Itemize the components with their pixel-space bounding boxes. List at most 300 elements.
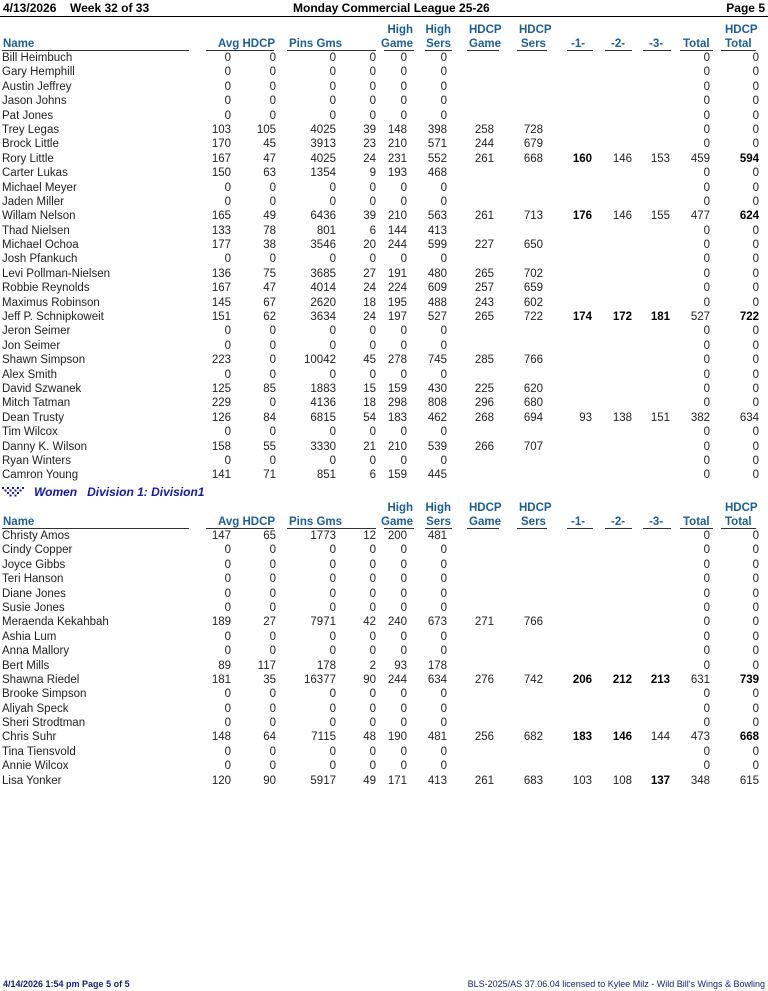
- cell-hg: 298: [387, 397, 407, 410]
- cell-total: 0: [703, 224, 710, 237]
- cell-pins: 10042: [304, 354, 336, 367]
- cell-name: David Szwanek: [2, 382, 82, 395]
- cell-pins: 1773: [310, 530, 336, 542]
- cell-hcg: 271: [474, 616, 494, 629]
- cell-avg: 0: [224, 702, 231, 715]
- table-row: [0, 468, 768, 482]
- cell-avg: 0: [224, 195, 231, 208]
- cell-avg: 125: [211, 382, 231, 395]
- table-row: [0, 80, 768, 94]
- cell-total: 473: [690, 731, 710, 744]
- cell-hg: 193: [387, 167, 407, 180]
- table-row: [0, 339, 768, 353]
- cell-total: 0: [703, 745, 710, 758]
- table-row: [0, 543, 768, 557]
- cell-hdcp: 27: [263, 616, 276, 629]
- cell-hs: 0: [440, 454, 447, 467]
- cell-hs: 0: [440, 760, 447, 773]
- cell-hcg: 268: [474, 411, 494, 424]
- cell-hs: 571: [427, 138, 447, 151]
- cell-gms: 0: [369, 95, 376, 108]
- cell-total: 0: [703, 382, 710, 395]
- cell-hcs: 679: [523, 138, 543, 151]
- cell-hdcp: 78: [263, 224, 276, 237]
- cell-total: 527: [690, 311, 710, 324]
- cell-gms: 0: [369, 368, 376, 381]
- cell-g2: 108: [612, 774, 632, 787]
- cell-hcs: 728: [523, 123, 543, 136]
- cell-total: 0: [703, 645, 710, 658]
- cell-hs: 0: [440, 717, 447, 730]
- col-pins-gms: Pins Gms: [289, 516, 343, 528]
- col-hdcp-total-1: HDCP: [725, 502, 758, 514]
- cell-avg: 223: [211, 354, 231, 367]
- cell-hg: 0: [400, 368, 407, 381]
- cell-hs: 539: [427, 440, 447, 453]
- cell-hs: 609: [427, 282, 447, 295]
- cell-hdcp: 0: [269, 181, 276, 194]
- cell-hg: 93: [394, 659, 407, 672]
- cell-name: Pat Jones: [2, 109, 54, 122]
- cell-htotal: 0: [752, 717, 759, 730]
- col-high-game-1: High: [387, 24, 413, 36]
- cell-hdcp: 90: [263, 774, 276, 787]
- cell-htotal: 0: [752, 224, 759, 237]
- col-hdcp-sers-2: Sers: [521, 516, 546, 528]
- league-name: Monday Commercial League 25-26: [293, 1, 490, 15]
- cell-gms: 0: [369, 52, 376, 64]
- cell-gms: 49: [363, 774, 376, 787]
- table-row: [0, 51, 768, 65]
- cell-hs: 599: [427, 239, 447, 252]
- cell-htotal: 739: [739, 673, 759, 686]
- cell-g3: 181: [650, 311, 670, 324]
- cell-hdcp: 55: [263, 440, 276, 453]
- cell-pins: 0: [329, 688, 336, 701]
- cell-gms: 90: [363, 673, 376, 686]
- cell-avg: 126: [211, 411, 231, 424]
- cell-name: Brock Little: [2, 138, 59, 151]
- cell-hg: 0: [400, 52, 407, 64]
- cell-hcs: 680: [523, 397, 543, 410]
- cell-hdcp: 0: [269, 601, 276, 614]
- cell-hs: 468: [427, 167, 447, 180]
- cell-hg: 244: [387, 239, 407, 252]
- cell-hg: 195: [387, 296, 407, 309]
- col-high-sers-2: Sers: [426, 38, 451, 50]
- cell-htotal: 668: [739, 731, 759, 744]
- cell-gms: 18: [363, 397, 376, 410]
- cell-pins: 16377: [304, 673, 336, 686]
- cell-pins: 0: [329, 573, 336, 586]
- cell-hg: 0: [400, 601, 407, 614]
- cell-avg: 0: [224, 52, 231, 64]
- col-avg-hdcp: Avg HDCP: [218, 516, 276, 528]
- cell-gms: 0: [369, 339, 376, 352]
- cell-hdcp: 117: [257, 659, 276, 672]
- cell-htotal: 0: [752, 530, 759, 542]
- cell-name: Carter Lukas: [2, 167, 68, 180]
- cell-hg: 0: [400, 109, 407, 122]
- cell-name: Camron Young: [2, 469, 79, 482]
- cell-hcs: 682: [523, 731, 543, 744]
- table-row: [0, 109, 768, 123]
- cell-g2: 172: [612, 311, 632, 324]
- cell-gms: 39: [363, 210, 376, 223]
- table-row: [0, 152, 768, 166]
- table-row: [0, 730, 768, 744]
- cell-avg: 148: [211, 731, 231, 744]
- cell-hs: 481: [427, 530, 447, 542]
- table-row: [0, 166, 768, 180]
- cell-name: Rory Little: [2, 152, 54, 165]
- cell-hcg: 243: [474, 296, 494, 309]
- cell-hdcp: 71: [263, 469, 276, 482]
- cell-hdcp: 0: [269, 368, 276, 381]
- cell-htotal: 0: [752, 296, 759, 309]
- cell-hcs: 702: [523, 267, 543, 280]
- table-row: [0, 224, 768, 238]
- cell-name: Michael Ochoa: [2, 239, 79, 252]
- cell-hcs: 620: [523, 382, 543, 395]
- cell-name: Tim Wilcox: [2, 426, 58, 439]
- cell-hdcp: 75: [263, 267, 276, 280]
- cell-htotal: 0: [752, 659, 759, 672]
- table-row: [0, 440, 768, 454]
- cell-htotal: 0: [752, 282, 759, 295]
- cell-avg: 0: [224, 325, 231, 338]
- cell-hg: 0: [400, 745, 407, 758]
- cell-pins: 0: [329, 645, 336, 658]
- cell-gms: 48: [363, 731, 376, 744]
- cell-avg: 150: [211, 167, 231, 180]
- cell-hdcp: 0: [269, 454, 276, 467]
- cell-hdcp: 0: [269, 630, 276, 643]
- cell-hs: 0: [440, 426, 447, 439]
- cell-hg: 144: [387, 224, 407, 237]
- cell-pins: 5917: [310, 774, 336, 787]
- cell-name: Maximus Robinson: [2, 296, 100, 309]
- cell-pins: 0: [329, 630, 336, 643]
- cell-gms: 18: [363, 296, 376, 309]
- cell-avg: 0: [224, 587, 231, 600]
- cell-g3: 144: [650, 731, 670, 744]
- table-row: [0, 572, 768, 586]
- cell-avg: 0: [224, 544, 231, 557]
- cell-avg: 0: [224, 558, 231, 571]
- cell-hs: 0: [440, 52, 447, 64]
- cell-hcs: 650: [523, 239, 543, 252]
- table-row: [0, 454, 768, 468]
- cell-hg: 0: [400, 339, 407, 352]
- men-standings: [0, 51, 768, 483]
- table-row: [0, 281, 768, 295]
- cell-hg: 159: [387, 382, 407, 395]
- cell-gms: 0: [369, 544, 376, 557]
- cell-hg: 0: [400, 544, 407, 557]
- header-rule: [0, 16, 768, 17]
- cell-avg: 103: [211, 123, 231, 136]
- table-row: [0, 702, 768, 716]
- cell-hg: 0: [400, 645, 407, 658]
- cell-g3: 155: [650, 210, 670, 223]
- cell-pins: 3913: [310, 138, 336, 151]
- cell-htotal: 0: [752, 573, 759, 586]
- cell-hg: 0: [400, 760, 407, 773]
- cell-total: 631: [690, 673, 710, 686]
- cell-hs: 413: [427, 774, 447, 787]
- cell-pins: 0: [329, 253, 336, 266]
- cell-hg: 0: [400, 454, 407, 467]
- cell-hg: 197: [387, 311, 407, 324]
- cell-hg: 0: [400, 66, 407, 79]
- cell-hcg: 261: [474, 774, 494, 787]
- footer-date: 4/14/2026 1:54 pm Page 5 of 5: [3, 979, 130, 989]
- cell-hcg: 244: [474, 138, 494, 151]
- cell-g3: 151: [650, 411, 670, 424]
- cell-avg: 0: [224, 95, 231, 108]
- cell-pins: 3330: [310, 440, 336, 453]
- cell-htotal: 0: [752, 645, 759, 658]
- cell-total: 0: [703, 558, 710, 571]
- cell-name: Anna Mallory: [2, 645, 70, 658]
- cell-pins: 0: [329, 717, 336, 730]
- cell-gms: 0: [369, 587, 376, 600]
- cell-name: Lisa Yonker: [2, 774, 62, 787]
- bowling-pins-icon: [2, 487, 24, 497]
- cell-total: 0: [703, 702, 710, 715]
- cell-gms: 24: [363, 282, 376, 295]
- cell-name: Austin Jeffrey: [2, 80, 72, 93]
- cell-total: 348: [690, 774, 710, 787]
- col-total: Total: [683, 516, 710, 528]
- cell-g2: 146: [612, 731, 632, 744]
- cell-hs: 0: [440, 80, 447, 93]
- cell-hcs: 722: [523, 311, 543, 324]
- cell-total: 0: [703, 239, 710, 252]
- cell-htotal: 0: [752, 440, 759, 453]
- cell-avg: 170: [211, 138, 231, 151]
- cell-hcg: 261: [474, 152, 494, 165]
- cell-gms: 0: [369, 760, 376, 773]
- cell-hcs: 694: [523, 411, 543, 424]
- cell-hdcp: 0: [269, 354, 276, 367]
- cell-hdcp: 0: [269, 325, 276, 338]
- cell-gms: 21: [363, 440, 376, 453]
- table-row: [0, 65, 768, 79]
- cell-name: Shawna Riedel: [2, 673, 80, 686]
- cell-total: 0: [703, 181, 710, 194]
- col-high-game-2: Game: [381, 38, 413, 50]
- cell-gms: 0: [369, 109, 376, 122]
- cell-avg: 0: [224, 339, 231, 352]
- table-row: [0, 353, 768, 367]
- cell-hdcp: 0: [269, 426, 276, 439]
- cell-htotal: 722: [739, 311, 759, 324]
- cell-g2: 146: [612, 210, 632, 223]
- cell-pins: 0: [329, 66, 336, 79]
- cell-pins: 3634: [310, 311, 336, 324]
- cell-hg: 0: [400, 702, 407, 715]
- cell-gms: 0: [369, 573, 376, 586]
- cell-avg: 0: [224, 688, 231, 701]
- table-row: [0, 368, 768, 382]
- cell-name: Diane Jones: [2, 587, 66, 600]
- cell-hs: 0: [440, 745, 447, 758]
- cell-g1: 183: [572, 731, 592, 744]
- cell-total: 0: [703, 688, 710, 701]
- cell-hdcp: 85: [263, 382, 276, 395]
- cell-htotal: 615: [739, 774, 759, 787]
- cell-total: 459: [690, 152, 710, 165]
- cell-gms: 0: [369, 717, 376, 730]
- cell-total: 0: [703, 138, 710, 151]
- cell-hdcp: 0: [269, 717, 276, 730]
- cell-name: Levi Pollman-Nielsen: [2, 267, 111, 280]
- cell-avg: 0: [224, 368, 231, 381]
- cell-pins: 4136: [310, 397, 336, 410]
- col-hdcp-game-2: Game: [469, 516, 501, 528]
- cell-pins: 0: [329, 601, 336, 614]
- table-row: [0, 310, 768, 324]
- cell-hdcp: 0: [269, 52, 276, 64]
- cell-total: 0: [703, 397, 710, 410]
- cell-name: Brooke Simpson: [2, 688, 87, 701]
- cell-hdcp: 0: [269, 587, 276, 600]
- col-game2: -2-: [611, 38, 626, 50]
- cell-pins: 0: [329, 454, 336, 467]
- cell-total: 0: [703, 52, 710, 64]
- cell-htotal: 0: [752, 253, 759, 266]
- cell-avg: 133: [211, 224, 231, 237]
- table-row: [0, 209, 768, 223]
- cell-hs: 563: [427, 210, 447, 223]
- cell-name: Dean Trusty: [2, 411, 64, 424]
- cell-name: Jaden Miller: [2, 195, 64, 208]
- cell-g2: 212: [612, 673, 632, 686]
- cell-hg: 0: [400, 558, 407, 571]
- table-row: [0, 587, 768, 601]
- col-high-sers-1: High: [425, 24, 451, 36]
- cell-hg: 159: [387, 469, 407, 482]
- cell-hdcp: 47: [263, 282, 276, 295]
- cell-avg: 0: [224, 109, 231, 122]
- cell-hcs: 683: [523, 774, 543, 787]
- cell-hg: 148: [387, 123, 407, 136]
- cell-g1: 103: [572, 774, 592, 787]
- col-hdcp-sers-1: HDCP: [519, 502, 552, 514]
- cell-avg: 0: [224, 745, 231, 758]
- cell-hdcp: 63: [263, 167, 276, 180]
- cell-hg: 240: [387, 616, 407, 629]
- cell-total: 0: [703, 368, 710, 381]
- col-name: Name: [3, 38, 35, 50]
- cell-total: 0: [703, 253, 710, 266]
- cell-hg: 278: [387, 354, 407, 367]
- cell-hdcp: 67: [263, 296, 276, 309]
- table-row: [0, 774, 768, 788]
- cell-gms: 24: [363, 311, 376, 324]
- cell-hs: 445: [427, 469, 447, 482]
- cell-hs: 0: [440, 95, 447, 108]
- cell-gms: 0: [369, 688, 376, 701]
- cell-hdcp: 0: [269, 544, 276, 557]
- table-row: [0, 745, 768, 759]
- cell-htotal: 0: [752, 587, 759, 600]
- cell-hs: 0: [440, 688, 447, 701]
- cell-name: Willam Nelson: [2, 210, 76, 223]
- cell-hs: 0: [440, 368, 447, 381]
- table-row: [0, 195, 768, 209]
- cell-total: 0: [703, 109, 710, 122]
- col-hdcp-game-2: Game: [469, 38, 501, 50]
- col-hdcp-total-2: Total: [725, 516, 752, 528]
- cell-hcg: 257: [474, 282, 494, 295]
- cell-htotal: 0: [752, 544, 759, 557]
- cell-pins: 0: [329, 52, 336, 64]
- cell-hs: 0: [440, 109, 447, 122]
- table-row: [0, 324, 768, 338]
- cell-name: Chris Suhr: [2, 731, 57, 744]
- cell-pins: 4025: [310, 123, 336, 136]
- table-row: [0, 716, 768, 730]
- cell-hs: 413: [427, 224, 447, 237]
- cell-total: 0: [703, 282, 710, 295]
- cell-pins: 0: [329, 702, 336, 715]
- cell-avg: 0: [224, 630, 231, 643]
- cell-htotal: 0: [752, 382, 759, 395]
- table-row: [0, 425, 768, 439]
- cell-name: Shawn Simpson: [2, 354, 86, 367]
- cell-hcg: 266: [474, 440, 494, 453]
- cell-gms: 12: [363, 530, 376, 542]
- cell-total: 0: [703, 267, 710, 280]
- table-row: [0, 296, 768, 310]
- cell-avg: 181: [211, 673, 231, 686]
- cell-pins: 0: [329, 109, 336, 122]
- cell-gms: 23: [363, 138, 376, 151]
- col-hdcp-game-1: HDCP: [469, 24, 502, 36]
- cell-hg: 0: [400, 195, 407, 208]
- cell-hs: 462: [427, 411, 447, 424]
- cell-avg: 189: [211, 616, 231, 629]
- cell-total: 0: [703, 573, 710, 586]
- cell-name: Jon Seimer: [2, 339, 61, 352]
- cell-htotal: 0: [752, 195, 759, 208]
- cell-hs: 0: [440, 630, 447, 643]
- cell-hs: 527: [427, 311, 447, 324]
- cell-total: 0: [703, 717, 710, 730]
- cell-gms: 0: [369, 702, 376, 715]
- cell-pins: 7971: [310, 616, 336, 629]
- cell-total: 0: [703, 630, 710, 643]
- cell-htotal: 0: [752, 454, 759, 467]
- cell-pins: 3685: [310, 267, 336, 280]
- cell-htotal: 0: [752, 558, 759, 571]
- cell-pins: 6815: [310, 411, 336, 424]
- cell-avg: 0: [224, 66, 231, 79]
- cell-hcg: 227: [474, 239, 494, 252]
- table-row: [0, 382, 768, 396]
- cell-htotal: 634: [739, 411, 759, 424]
- cell-htotal: 0: [752, 138, 759, 151]
- table-row: [0, 529, 768, 543]
- cell-pins: 0: [329, 587, 336, 600]
- cell-total: 0: [703, 454, 710, 467]
- cell-total: 0: [703, 760, 710, 773]
- col-game2: -2-: [611, 516, 626, 528]
- cell-hs: 0: [440, 66, 447, 79]
